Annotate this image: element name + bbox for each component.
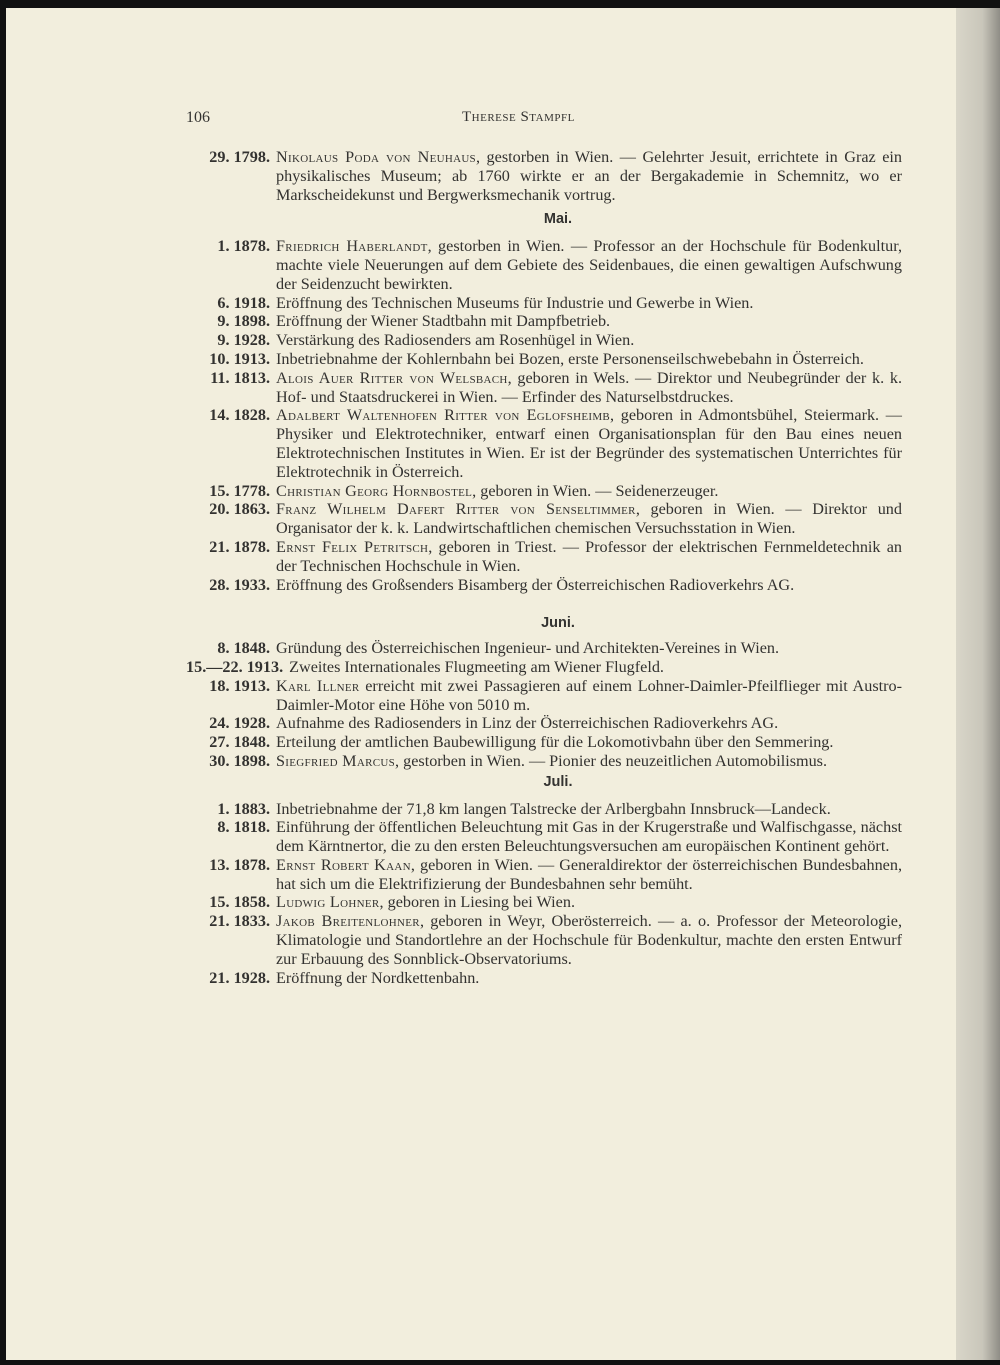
chronology-entry (186, 500, 902, 538)
entry-text (276, 639, 902, 658)
entry-description: , geboren in Wels. — Direktor und Neubegründer der k. k. Hof- und Staatsdruckerei in Wien. — Erfinder des Naturselbstdruckes. (276, 368, 902, 406)
person-name: Ernst Robert Kaan (276, 855, 411, 874)
entry-description: Gründung des Österreichischen Ingenieur- und Architekten-Vereines in Wien. (276, 639, 780, 658)
person-name: Nikolaus Poda von Neuhaus (276, 148, 476, 166)
person-name: Franz Wilhelm Dafert Ritter von Senseltimmer (276, 500, 636, 519)
chronology-entry (186, 639, 902, 658)
chronology-entry (186, 658, 902, 677)
chronology-entry (186, 800, 902, 819)
entry-date: 21. 1833. (209, 912, 270, 931)
entry-text (276, 500, 902, 538)
chronology-entry (186, 312, 902, 331)
entry-description: , gestorben in Wien. — Gelehrter Jesuit, errichtete in Graz ein physikalisches Museum; ab 1760 wirkte er an der Bergakademie in Schemnitz, wo er Markscheidekunst und Bergwerksmechanik vortrug. (276, 148, 903, 204)
person-name: Christian Georg Hornbostel (276, 481, 473, 500)
entry-description: Erteilung der amtlichen Baubewilligung für die Lokomotivbahn über den Semmering. (276, 733, 834, 752)
chronology-body (186, 148, 902, 987)
person-name: Jakob Breitenlohner (276, 912, 420, 931)
chronology-entry (186, 369, 902, 407)
entry-text (276, 752, 902, 771)
entry-description: Aufnahme des Radiosenders in Linz der Österreichischen Radioverkehrs AG. (276, 714, 779, 733)
entry-text (289, 658, 902, 677)
entry-text (276, 733, 902, 752)
chronology-entry (186, 350, 902, 369)
entry-date: 15. 1778. (209, 481, 270, 500)
entry-text (276, 800, 902, 819)
chronology-entry (186, 538, 902, 576)
entry-date: 10. 1913. (209, 349, 270, 368)
entry-date: 21. 1878. (209, 537, 270, 556)
entry-description: , gestorben in Wien. — Pionier des neuzeitlichen Automobilismus. (395, 751, 828, 770)
entry-text (276, 312, 902, 331)
chronology-entry (186, 856, 902, 894)
entry-text (276, 406, 902, 481)
month-heading: Mai. (543, 211, 573, 228)
chronology-entry (186, 331, 902, 350)
chronology-entry (186, 969, 902, 988)
entry-description: erreicht mit zwei Passagieren auf einem Lohner-Daimler-Pfeilflieger mit Austro-Daimler-Motor eine Höhe von 5010 m. (276, 676, 902, 714)
person-name: Ludwig Lohner (276, 893, 380, 912)
scanned-page (6, 8, 956, 1360)
entry-text (276, 893, 902, 912)
chronology-entry (186, 714, 902, 733)
chronology-entry (186, 576, 902, 595)
entry-date: 15. 1858. (209, 893, 270, 912)
entry-date: 24. 1928. (209, 714, 270, 733)
entry-text (276, 350, 902, 369)
person-name: Alois Auer Ritter von Welsbach (276, 368, 508, 387)
running-title: Therese Stampfl (462, 109, 575, 125)
entry-text (276, 538, 902, 576)
entry-description: , geboren in Wien. — Seidenerzeuger. (472, 481, 719, 500)
entry-description: Zweites Internationales Flugmeeting am Wiener Flugfeld. (289, 657, 664, 676)
entry-description: , geboren in Admontsbühel, Steiermark. — Physiker und Elektrotechniker, entwarf einen Organisationsplan für den Bau eines neuen Elektrotechnischen Institutes in Wien. Er ist der Begründer des systematischen Unterrichtes für Elektrotechnik in Österreich. (276, 406, 902, 481)
chronology-entry (186, 893, 902, 912)
entry-date: 9. 1898. (217, 312, 270, 331)
entry-date: 1. 1878. (217, 237, 270, 256)
entry-text (276, 576, 902, 595)
chronology-entry (186, 818, 902, 856)
entry-text (276, 714, 902, 733)
person-name: Karl Illner (276, 676, 360, 695)
entry-description: Verstärkung des Radiosenders am Rosenhügel in Wien. (276, 331, 635, 350)
entry-text (276, 237, 902, 293)
chronology-entry (186, 294, 902, 313)
entry-text (276, 294, 902, 313)
entry-description: Eröffnung der Nordkettenbahn. (276, 968, 480, 987)
entry-date: 20. 1863. (209, 500, 270, 519)
entry-date: 27. 1848. (209, 733, 270, 752)
person-name: Adalbert Waltenhofen Ritter von Eglofsheimb (276, 406, 611, 425)
entry-date: 15.—22. 1913. (186, 657, 284, 676)
entry-date: 8. 1848. (217, 639, 270, 658)
month-heading: Juni. (541, 615, 575, 632)
chronology-entry (186, 482, 902, 501)
chronology-entry (186, 148, 902, 204)
entry-text (276, 677, 902, 715)
entry-date: 9. 1928. (217, 331, 270, 350)
person-name: Friedrich Haberlandt (276, 237, 428, 256)
entry-date: 13. 1878. (209, 855, 270, 874)
page-edge (956, 8, 1000, 1360)
chronology-entry (186, 237, 902, 293)
entry-date: 30. 1898. (209, 751, 270, 770)
person-name: Siegfried Marcus (276, 751, 396, 770)
chronology-entry (186, 912, 902, 968)
entry-text (276, 969, 902, 988)
chronology-entry (186, 677, 902, 715)
entry-description: Eröffnung des Technischen Museums für Industrie und Gewerbe in Wien. (276, 293, 754, 312)
entry-date: 18. 1913. (209, 676, 270, 695)
entry-text (276, 369, 902, 407)
entry-description: Einführung der öffentlichen Beleuchtung mit Gas in der Krugerstraße und Walfischgasse, nächst dem Kärntnertor, die zu den ersten Beleuchtungsversuchen am europäischen Kontinent gehört. (276, 818, 902, 856)
entry-text (276, 818, 902, 856)
entry-description: , geboren in Wien. — Generaldirektor der österreichischen Bundesbahnen, hat sich um die Elektrifizierung der Bundesbahnen sehr bemüht. (276, 855, 902, 893)
entry-date: 1. 1883. (217, 799, 270, 818)
entry-description: Inbetriebnahme der Kohlernbahn bei Bozen, erste Personenseilschwebebahn in Österreich. (276, 349, 864, 368)
entry-text (276, 912, 902, 968)
entry-text (276, 331, 902, 350)
entry-date: 14. 1828. (209, 406, 270, 425)
chronology-entry (186, 406, 902, 481)
chronology-entry (186, 733, 902, 752)
entry-text (276, 482, 902, 501)
entry-date: 29. 1798. (209, 148, 270, 166)
entry-date: 28. 1933. (209, 575, 270, 594)
entry-description: , gestorben in Wien. — Professor an der Hochschule für Bodenkultur, machte viele Neuerungen auf dem Gebiete des Seidenbaues, die einen gewaltigen Aufschwung der Seidenzucht bewirkten. (276, 237, 902, 293)
entry-description: , geboren in Wien. — Direktor und Organisator der k. k. Landwirtschaftlichen chemischen Versuchsstation in Wien. (276, 500, 902, 538)
month-heading: Juli. (543, 773, 573, 790)
entry-text (276, 856, 902, 894)
entry-description: , geboren in Weyr, Oberösterreich. — a. o. Professor der Meteorologie, Klimatologie und Standortlehre an der Hochschule für Bodenkultur, machte den ersten Entwurf zur Erbauung des Sonnblick-Observatoriums. (276, 912, 902, 968)
entry-description: Eröffnung des Großsenders Bisamberg der Österreichischen Radioverkehrs AG. (276, 575, 795, 594)
entry-date: 8. 1818. (217, 818, 270, 837)
entry-date: 11. 1813. (210, 368, 270, 387)
entry-description: Eröffnung der Wiener Stadtbahn mit Dampfbetrieb. (276, 312, 611, 331)
entry-date: 6. 1918. (217, 293, 270, 312)
entry-text (276, 148, 902, 204)
entry-description: , geboren in Liesing bei Wien. (379, 893, 575, 912)
person-name: Ernst Felix Petritsch (276, 537, 429, 556)
entry-date: 21. 1928. (209, 968, 270, 987)
chronology-entry (186, 752, 902, 771)
entry-description: Inbetriebnahme der 71,8 km langen Talstrecke der Arlbergbahn Innsbruck—Landeck. (276, 799, 831, 818)
page-number: 106 (186, 109, 210, 126)
entry-description: , geboren in Triest. — Professor der elektrischen Fernmeldetechnik an der Technischen Hochschule in Wien. (276, 537, 902, 575)
